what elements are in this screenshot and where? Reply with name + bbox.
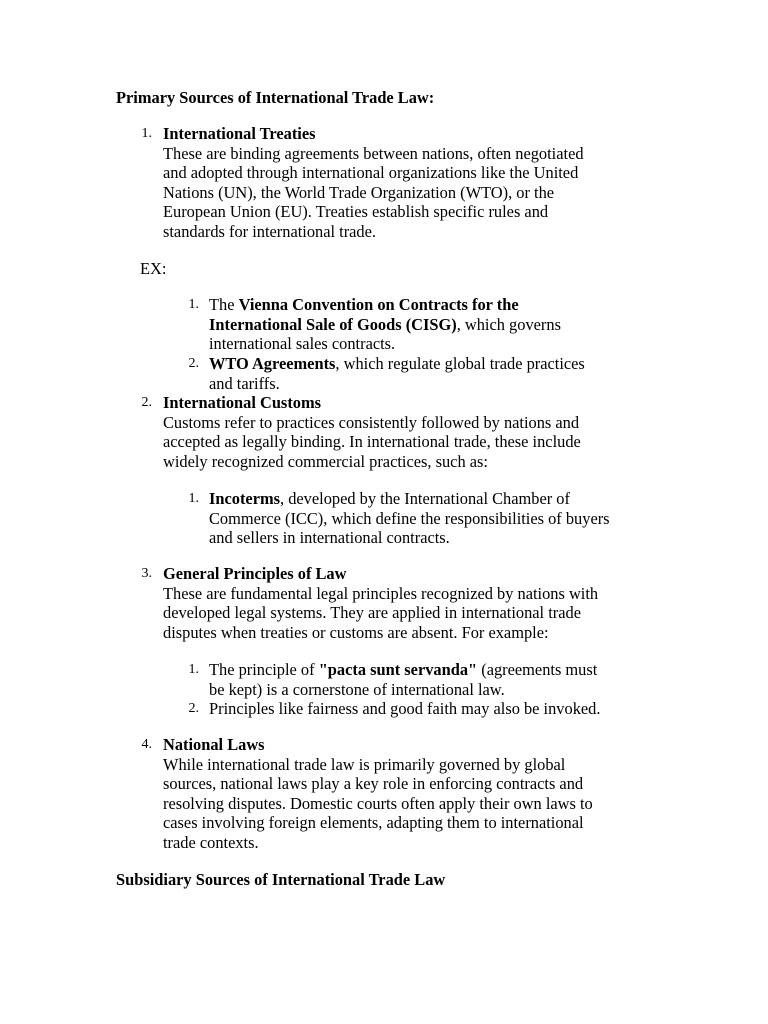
text-line: be kept) is a cornerstone of international law. <box>209 679 505 699</box>
text-run: , which governs <box>456 314 561 334</box>
list-number: 1. <box>141 126 152 141</box>
item-title: General Principles of Law <box>163 564 347 583</box>
text-line: and sellers in international contracts. <box>209 528 450 548</box>
text-run: The <box>209 295 239 314</box>
body-line: These are binding agreements between nations, often negotiated <box>163 143 584 163</box>
body-line: disputes when treaties or customs are absent. For example: <box>163 622 549 642</box>
body-line: European Union (EU). Treaties establish specific rules and <box>163 202 549 222</box>
list-item-text <box>163 393 643 471</box>
list-number: 1. <box>188 491 199 506</box>
text-run: (agreements must <box>477 660 598 679</box>
bold-run: "pacta sunt servanda" <box>318 660 478 679</box>
text-line <box>209 315 654 335</box>
body-line: sources, national laws play a key role in enforcing contracts and <box>163 774 584 794</box>
text-line: international sales contracts. <box>209 334 396 354</box>
body-line: developed legal systems. They are applied in international trade <box>163 603 581 623</box>
body-line: resolving disputes. Domestic courts often apply their own laws to <box>163 793 593 813</box>
heading-primary-sources: Primary Sources of International Trade Law: <box>116 88 435 107</box>
sub-item-text <box>209 354 654 393</box>
list-item-text <box>163 735 643 853</box>
body-line: trade contexts. <box>163 832 259 852</box>
list-number: 3. <box>141 566 152 581</box>
list-number: 1. <box>188 297 199 312</box>
text-run: , which regulate global trade practices <box>335 354 585 373</box>
sub-item-text <box>209 699 654 719</box>
bold-run: Vienna Convention on Contracts for the <box>238 295 519 314</box>
body-line: While international trade law is primarily governed by global <box>163 754 566 774</box>
text-line <box>209 489 654 509</box>
list-number: 4. <box>141 737 152 752</box>
body-line: accepted as legally binding. In international trade, these include <box>163 432 581 452</box>
text-line: and tariffs. <box>209 373 280 393</box>
item-title: International Treaties <box>163 124 316 143</box>
text-line <box>209 354 654 374</box>
body-line: cases involving foreign elements, adapting them to international <box>163 813 584 833</box>
list-number: 2. <box>188 701 199 716</box>
list-item-text <box>163 564 643 642</box>
list-number: 1. <box>188 662 199 677</box>
list-item-text <box>163 124 643 242</box>
body-line: and adopted through international organizations like the United <box>163 163 579 183</box>
bold-run: International Sale of Goods (CISG) <box>209 314 457 334</box>
example-label: EX: <box>140 259 167 278</box>
heading-subsidiary-sources: Subsidiary Sources of International Trade Law <box>116 870 446 889</box>
item-title: International Customs <box>163 393 321 412</box>
body-line: These are fundamental legal principles recognized by nations with <box>163 583 599 603</box>
body-line: Nations (UN), the World Trade Organization (WTO), or the <box>163 182 555 202</box>
item-title: National Laws <box>163 735 265 754</box>
body-line: standards for international trade. <box>163 221 376 241</box>
sub-item-text <box>209 489 654 548</box>
text-line <box>209 660 654 680</box>
sub-item-text <box>209 660 654 699</box>
sub-item-text <box>209 295 654 354</box>
bold-run: WTO Agreements <box>209 354 336 373</box>
list-number: 2. <box>141 395 152 410</box>
text-line: Commerce (ICC), which define the responsibilities of buyers <box>209 508 610 528</box>
text-run: The principle of <box>209 660 319 679</box>
list-number: 2. <box>188 356 199 371</box>
bold-run: Incoterms <box>209 489 281 508</box>
body-line: widely recognized commercial practices, such as: <box>163 451 488 471</box>
text-run: , developed by the International Chamber of <box>280 489 570 508</box>
text-line <box>209 295 654 315</box>
text-line: Principles like fairness and good faith may also be invoked. <box>209 699 601 718</box>
body-line: Customs refer to practices consistently followed by nations and <box>163 412 580 432</box>
